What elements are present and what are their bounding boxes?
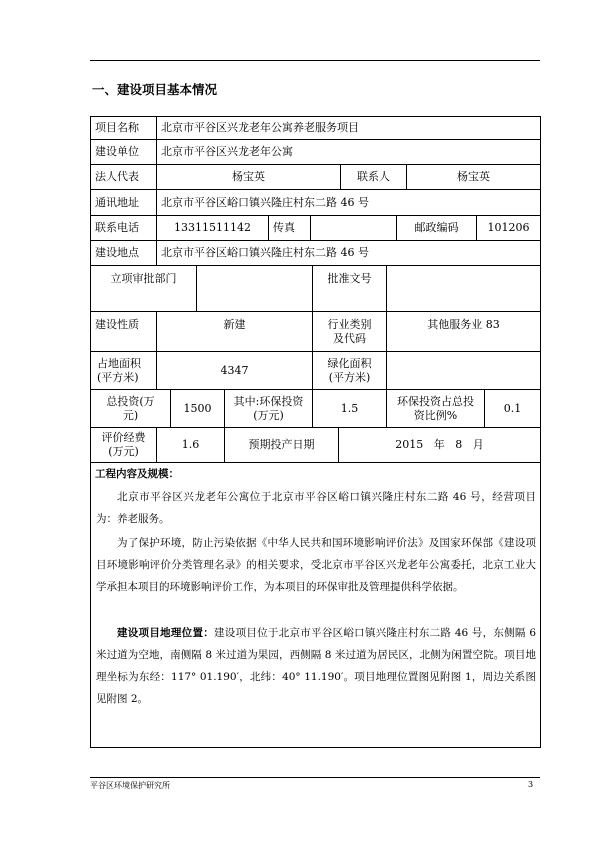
content-title: 工程内容及规模： xyxy=(95,468,179,480)
address-value: 北京市平谷区峪口镇兴隆庄村东二路 46 号 xyxy=(157,190,541,216)
construction-unit-label: 建设单位 xyxy=(91,140,157,165)
legal-rep-value: 杨宝英 xyxy=(157,165,341,190)
project-name-value: 北京市平谷区兴龙老年公寓养老服务项目 xyxy=(157,117,541,140)
fax-value xyxy=(311,216,397,241)
header-rule xyxy=(90,60,540,61)
approval-no-label: 批准文号 xyxy=(313,266,387,312)
address-label: 通讯地址 xyxy=(91,190,157,216)
location-text: 建设项目位于北京市平谷区峪口镇兴隆庄村东二路 46 号，东侧隔 6 米过道为空地，南侧隔 8 米过道为果园，西侧隔 8 米过道为居民区，北侧为闲置空院。项目地理坐标为东经：117° 01.190′，北纬：40° 11.190′。项目地理位置图见附图 1，周边关系图见附图 2。 xyxy=(96,627,536,705)
footer-org: 平谷区环境保护研究所 xyxy=(90,781,170,790)
env-investment-label: 其中:环保投资(万元) xyxy=(225,390,313,428)
env-ratio-label: 环保投资占总投资比例% xyxy=(387,390,485,428)
location-label: 建设项目地理位置： xyxy=(117,627,215,639)
industry-value: 其他服务业 83 xyxy=(387,312,541,352)
phone-label: 联系电话 xyxy=(91,216,157,241)
nature-value: 新建 xyxy=(157,312,313,352)
green-label: 绿化面积(平方米) xyxy=(313,352,387,390)
footer-rule xyxy=(90,777,540,778)
investment-value: 1500 xyxy=(171,390,225,428)
industry-label: 行业类别及代码 xyxy=(313,312,387,352)
area-value: 4347 xyxy=(157,352,313,390)
site-value: 北京市平谷区峪口镇兴隆庄村东二路 46 号 xyxy=(157,241,541,266)
section-heading: 一、建设项目基本情况 xyxy=(92,82,218,97)
contact-value: 杨宝英 xyxy=(407,165,541,190)
phone-value: 13311511142 xyxy=(157,216,269,241)
investment-label: 总投资(万元) xyxy=(91,390,171,428)
approval-dept-label: 立项审批部门 xyxy=(91,266,197,312)
eval-fee-label: 评价经费(万元) xyxy=(91,428,157,463)
page-number: 3 xyxy=(528,780,534,789)
site-label: 建设地点 xyxy=(91,241,157,266)
postal-label: 邮政编码 xyxy=(397,216,477,241)
postal-value: 101206 xyxy=(477,216,541,241)
paragraph-overview: 北京市平谷区兴龙老年公寓位于北京市平谷区峪口镇兴隆庄村东二路 46 号，经营项目为：养老服务。 xyxy=(96,491,536,525)
approval-no-value xyxy=(387,266,541,312)
green-value xyxy=(387,352,541,390)
legal-rep-label: 法人代表 xyxy=(91,165,157,190)
paragraph-location xyxy=(96,622,536,710)
contact-label: 联系人 xyxy=(341,165,407,190)
area-label: 占地面积(平方米) xyxy=(91,352,157,390)
expected-date-value: 2015 年 8 月 xyxy=(339,428,541,463)
expected-date-label: 预期投产日期 xyxy=(225,428,339,463)
paragraph-basis: 为了保护环境，防止污染依据《中华人民共和国环境影响评价法》及国家环保部《建设项目环境影响评价分类管理名录》的相关要求，受北京市平谷区兴龙老年公寓委托，北京工业大学承担本项目的环境影响评价工作，为本项目的环保审批及管理提供科学依据。 xyxy=(96,537,536,593)
construction-unit-value: 北京市平谷区兴龙老年公寓 xyxy=(157,140,541,165)
eval-fee-value: 1.6 xyxy=(157,428,225,463)
approval-dept-value xyxy=(197,266,313,312)
env-investment-value: 1.5 xyxy=(313,390,387,428)
nature-label: 建设性质 xyxy=(91,312,157,352)
fax-label: 传真 xyxy=(269,216,311,241)
project-name-label: 项目名称 xyxy=(91,117,157,140)
env-ratio-value: 0.1 xyxy=(485,390,541,428)
